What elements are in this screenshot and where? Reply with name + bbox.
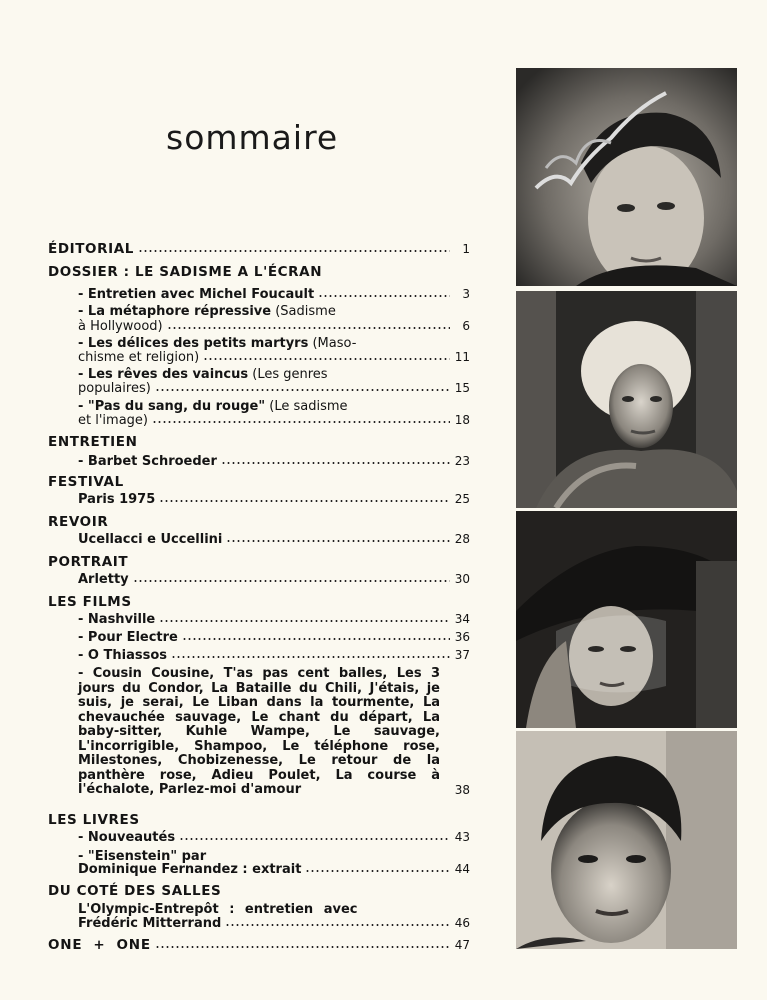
toc-entry-rouge-line1[interactable] (78, 399, 440, 414)
toc-label: - "Pas du sang, du rouge" (78, 399, 266, 414)
toc-label: - Les délices des petits martyrs (78, 336, 309, 351)
leader-dots (159, 500, 450, 502)
toc-page-number: 3 (462, 287, 470, 301)
leader-dots (305, 870, 450, 872)
toc-entry-nashville[interactable] (48, 612, 470, 627)
toc-page-number: 25 (454, 492, 470, 506)
toc-label: - O Thiassos (78, 648, 167, 663)
toc-label-note: à Hollywood) (78, 319, 163, 334)
toc-label: - Pour Electre (78, 630, 178, 645)
toc-label-note: populaires) (78, 381, 151, 396)
toc-entry-foucault[interactable] (48, 287, 470, 302)
leader-dots (138, 250, 450, 252)
toc-label: - Cousin Cousine, T'as pas cent balles, Les 3 jours du Condor, La Bataille du Chili, J'étais, je suis, je serai, Le Liban dans la tourmente, La chevauchée sauvage, Le chant du départ, La baby-sitter, Kuhle Wampe, Le sauvage, L'incorrigible, Shampoo, Le téléphone rose, Milestones, Chobizenesse, Le retour de la panthère rose, Adieu Poulet, La course à l'échalote, Parlez-moi d'amour (78, 666, 440, 797)
toc-label-note: (Le sadisme (265, 399, 348, 414)
leader-dots (225, 924, 450, 926)
toc-label-note: (Les genres (248, 367, 328, 382)
toc-entry-editorial[interactable] (48, 242, 470, 257)
toc-label: Frédéric Mitterrand (78, 916, 222, 931)
toc-label: - Les rêves des vaincus (78, 367, 249, 382)
photo-woman-with-wreath (516, 68, 737, 286)
toc-entry-martyrs-line1[interactable] (78, 336, 440, 351)
toc-page-number: 1 (462, 242, 470, 256)
toc-page-number: 37 (454, 648, 470, 662)
toc-page-number: 47 (454, 938, 470, 952)
toc-label: - Entretien avec Michel Foucault (78, 287, 315, 302)
toc-page-number: 28 (454, 532, 470, 546)
toc-entry-one-plus-one[interactable] (48, 938, 470, 953)
toc-entry-metaphore-line1[interactable] (78, 304, 440, 319)
leader-dots (155, 946, 450, 948)
photo-woman-in-fur (516, 291, 737, 508)
toc-label: Dominique Fernandez : extrait (78, 862, 302, 877)
toc-page-number: 23 (454, 454, 470, 468)
toc-page-number: 38 (454, 783, 470, 797)
toc-label-note: (Sadisme (271, 304, 336, 319)
section-heading-films: LES FILMS (48, 594, 132, 610)
toc-label: - Nouveautés (78, 830, 176, 845)
toc-label: - La métaphore répressive (78, 304, 272, 319)
leader-dots (182, 638, 450, 640)
leader-dots (226, 540, 450, 542)
toc-page-number: 6 (462, 319, 470, 333)
toc-page-number: 36 (454, 630, 470, 644)
toc-label: Paris 1975 (78, 492, 156, 507)
toc-entry-schroeder[interactable] (48, 454, 470, 469)
toc-entry-eisenstein-line1[interactable]: - "Eisenstein" par (78, 849, 207, 864)
toc-page-number: 30 (454, 572, 470, 586)
photo-woman-with-bangs (516, 731, 737, 949)
photo-woman-with-veil-hat (516, 511, 737, 728)
section-heading-salles: DU COTÉ DES SALLES (48, 883, 222, 899)
section-heading-entretien: ENTRETIEN (48, 434, 138, 450)
toc-entry-vaincus[interactable] (48, 381, 470, 396)
toc-entry-martyrs[interactable] (48, 350, 470, 365)
leader-dots (171, 656, 450, 658)
toc-page-number: 34 (454, 612, 470, 626)
section-heading-portrait: PORTRAIT (48, 554, 129, 570)
toc-page-number: 11 (454, 350, 470, 364)
toc-page-number: 18 (454, 413, 470, 427)
toc-label-note: (Maso- (308, 336, 357, 351)
leader-dots (167, 327, 450, 329)
section-heading-dossier: DOSSIER : LE SADISME A L'ÉCRAN (48, 264, 323, 280)
toc-entry-olympic-line1[interactable]: L'Olympic-Entrepôt : entretien avec (78, 902, 358, 917)
leader-dots (221, 462, 450, 464)
leader-dots (133, 580, 450, 582)
leader-dots (159, 620, 450, 622)
section-heading-livres: LES LIVRES (48, 812, 140, 828)
toc-entry-uccellini[interactable] (48, 532, 470, 547)
page-title: sommaire (166, 118, 339, 157)
toc-label: ONE + ONE (48, 937, 151, 953)
toc-entry-eisenstein[interactable] (48, 862, 470, 877)
section-heading-revoir: REVOIR (48, 514, 109, 530)
toc-entry-arletty[interactable] (48, 572, 470, 587)
toc-entry-paris-1975[interactable] (48, 492, 470, 507)
toc-entry-electre[interactable] (48, 630, 470, 645)
toc-label: ÉDITORIAL (48, 241, 135, 257)
toc-entry-thiassos[interactable] (48, 648, 470, 663)
toc-entry-vaincus-line1[interactable] (78, 367, 440, 382)
toc-label: Ucellacci e Uccellini (78, 532, 223, 547)
toc-entry-nouveautes[interactable] (48, 830, 470, 845)
toc-entry-film-list[interactable] (78, 666, 470, 798)
toc-label: - Barbet Schroeder (78, 454, 217, 469)
toc-entry-rouge[interactable] (48, 413, 470, 428)
leader-dots (203, 358, 450, 360)
leader-dots (179, 838, 450, 840)
toc-entry-metaphore[interactable] (48, 319, 470, 334)
toc-page-number: 43 (454, 830, 470, 844)
toc-page-number: 46 (454, 916, 470, 930)
toc-page-number: 44 (454, 862, 470, 876)
toc-label-note: chisme et religion) (78, 350, 200, 365)
toc-label: Arletty (78, 572, 129, 587)
leader-dots (155, 389, 450, 391)
toc-label-note: et l'image) (78, 413, 148, 428)
section-heading-festival: FESTIVAL (48, 474, 124, 490)
toc-label: - Nashville (78, 612, 156, 627)
leader-dots (318, 295, 450, 297)
toc-entry-olympic[interactable] (48, 916, 470, 931)
toc-page-number: 15 (454, 381, 470, 395)
leader-dots (152, 421, 450, 423)
